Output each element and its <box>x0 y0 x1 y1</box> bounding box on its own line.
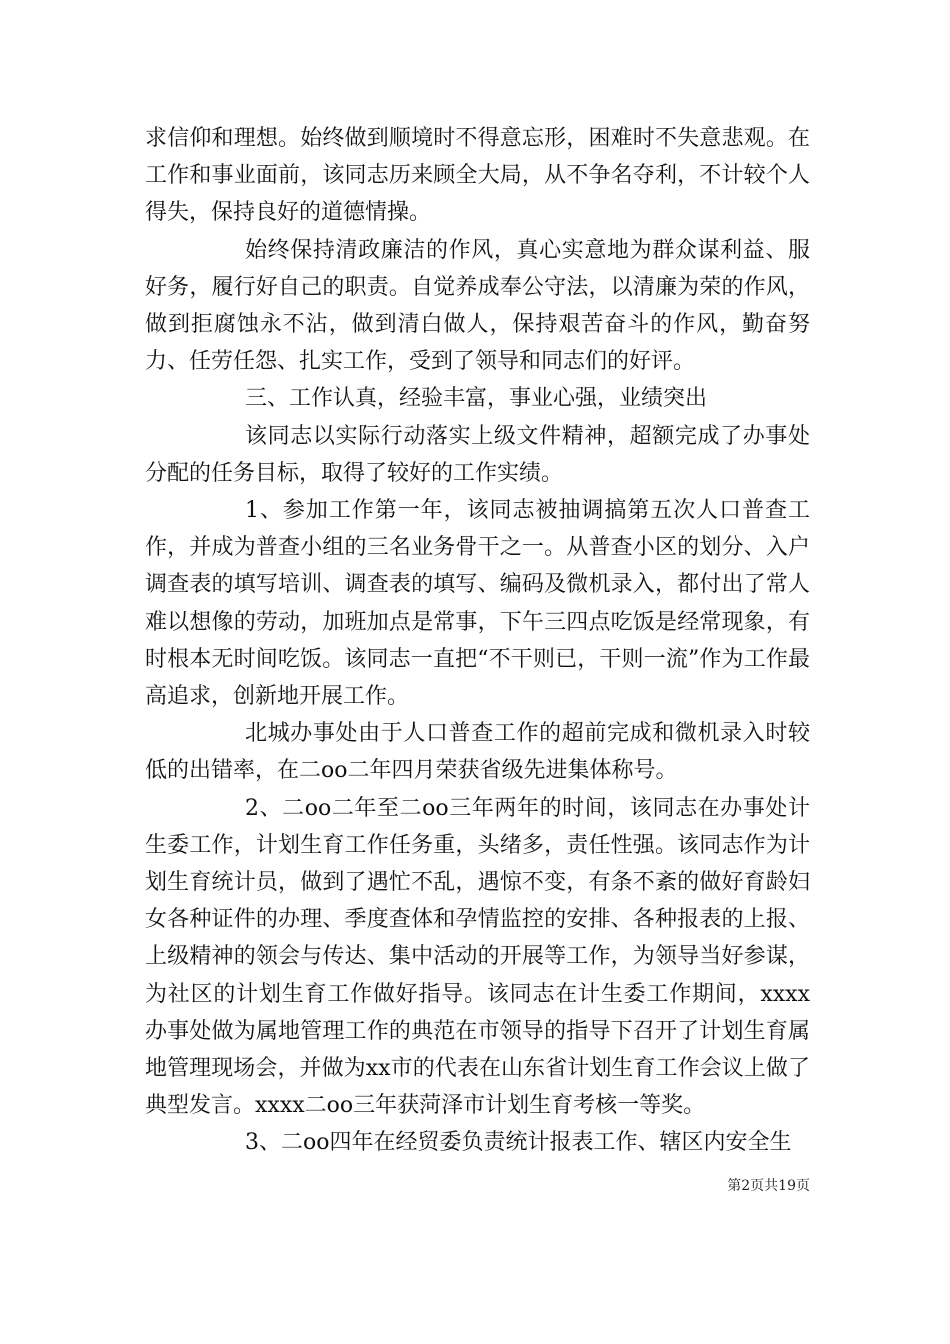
paragraph-3: 该同志以实际行动落实上级文件精神，超额完成了办事处分配的任务目标，取得了较好的工作实绩。 <box>145 423 810 486</box>
paragraph-7: 3、二oo四年在经贸委负责统计报表工作、辖区内安全生 <box>245 1130 792 1156</box>
paragraph-2: 始终保持清政廉洁的作风，真心实意地为群众谋利益、服好务，履行好自己的职责。自觉养成奉公守法，以清廉为荣的作风，做到拒腐蚀永不沾，做到清白做人，保持艰苦奋斗的作风，勤奋努力、任劳任怨、扎实工作，受到了领导和同志们的好评。 <box>145 237 810 375</box>
document-body <box>145 120 810 1162</box>
paragraph-4: 1、参加工作第一年，该同志被抽调搞第五次人口普查工作，并成为普查小组的三名业务骨干之一。从普查小区的划分、入户调查表的填写培训、调查表的填写、编码及微机录入，都付出了常人难以想像的劳动，加班加点是常事，下午三四点吃饭是经常现象，有时根本无时间吃饭。该同志一直把“不干则已，干则一流”作为工作最高追求，创新地开展工作。 <box>145 498 810 710</box>
paragraph-1: 求信仰和理想。始终做到顺境时不得意忘形，困难时不失意悲观。在工作和事业面前，该同志历来顾全大局，从不争名夺利，不计较个人得失，保持良好的道德情操。 <box>145 126 810 226</box>
paragraph-6: 2、二oo二年至二oo三年两年的时间，该同志在办事处计生委工作，计划生育工作任务重，头绪多，责任性强。该同志作为计划生育统计员，做到了遇忙不乱，遇惊不变，有条不紊的做好育龄妇女各种证件的办理、季度查体和孕情监控的安排、各种报表的上报、上级精神的领会与传达、集中活动的开展等工作，为领导当好参谋，为社区的计划生育工作做好指导。该同志在计生委工作期间，xxxx办事处做为属地管理工作的典范在市领导的指导下召开了计划生育属地管理现场会，并做为xx市的代表在山东省计划生育工作会议上做了典型发言。xxxx二oo三年获菏泽市计划生育考核一等奖。 <box>145 795 810 1119</box>
paragraph-5: 北城办事处由于人口普查工作的超前完成和微机录入时较低的出错率，在二oo二年四月荣获省级先进集体称号。 <box>145 721 810 784</box>
page-number-footer: 第2页共19页 <box>727 1178 810 1194</box>
section-heading: 三、工作认真，经验丰富，事业心强，业绩突出 <box>245 386 708 412</box>
